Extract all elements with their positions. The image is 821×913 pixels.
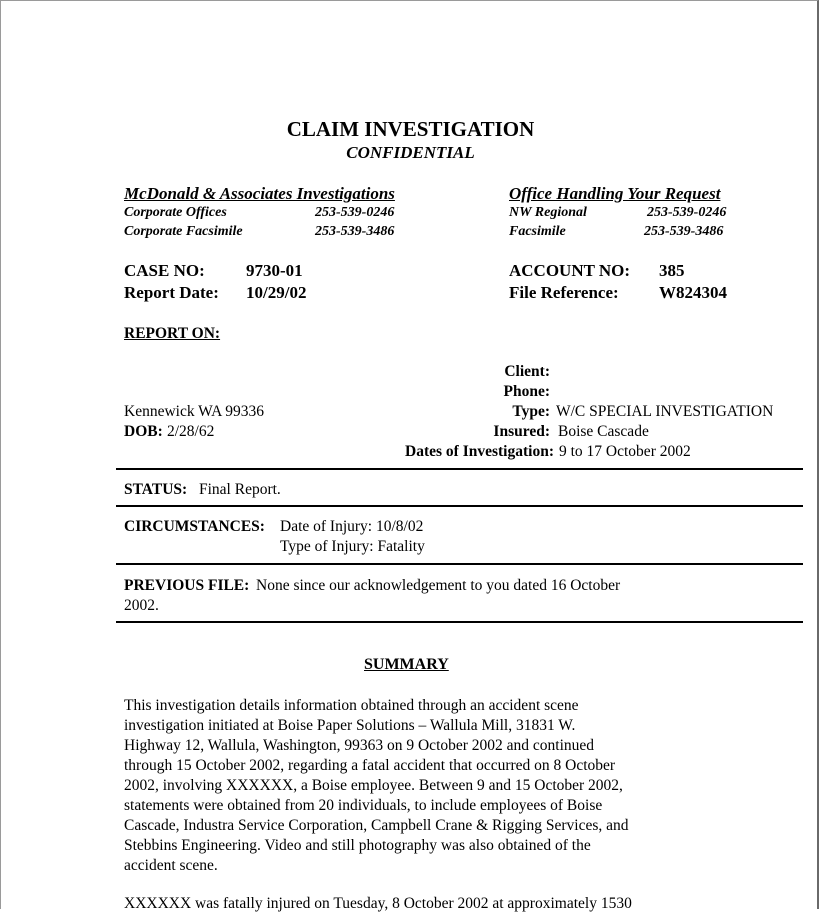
summary-line: Highway 12, Wallula, Washington, 99363 on 9 October 2002 and continued [124, 737, 595, 754]
dates-of-investigation-value: 9 to 17 October 2002 [559, 443, 691, 460]
section-divider [116, 563, 803, 565]
office-line-label: NW Regional [509, 205, 587, 220]
firm-line-label: Corporate Offices [124, 205, 227, 220]
dob-label: DOB: [124, 423, 163, 440]
case-no-label: CASE NO: [124, 261, 205, 280]
subject-location: Kennewick WA 99336 [124, 403, 265, 420]
summary-line: This investigation details information obtained through an accident scene [124, 697, 579, 714]
previous-file-label: PREVIOUS FILE: [124, 577, 250, 594]
summary-line: accident scene. [124, 857, 218, 874]
summary-paragraph-2: XXXXXX was fatally injured on Tuesday, 8 October 2002 at approximately 1530 [124, 895, 632, 912]
type-value: W/C SPECIAL INVESTIGATION [556, 403, 774, 420]
firm-name: McDonald & Associates Investigations [124, 184, 395, 203]
office-line-label: Facsimile [509, 224, 566, 239]
summary-line: Stebbins Engineering. Video and still photography was also obtained of the [124, 837, 591, 854]
file-reference-label: File Reference: [509, 283, 619, 302]
firm-line-value: 253-539-0246 [315, 205, 395, 220]
office-name: Office Handling Your Request [509, 184, 721, 203]
phone-label: Phone: [503, 383, 550, 400]
status-value: Final Report. [199, 481, 281, 498]
dates-of-investigation-label: Dates of Investigation: [405, 443, 554, 460]
firm-line-value: 253-539-3486 [315, 224, 395, 239]
report-date-value: 10/29/02 [246, 283, 307, 302]
section-divider [116, 505, 803, 507]
firm-line-label: Corporate Facsimile [124, 224, 243, 239]
section-divider [116, 468, 803, 470]
case-no-value: 9730-01 [246, 261, 303, 280]
summary-heading: SUMMARY [364, 656, 449, 673]
summary-line: statements were obtained from 20 individuals, to include employees of Boise [124, 797, 603, 814]
summary-line: through 15 October 2002, regarding a fatal accident that occurred on 8 October [124, 757, 616, 774]
account-no-value: 385 [659, 261, 685, 280]
file-reference-value: W824304 [659, 283, 727, 302]
summary-line: 2002, involving XXXXXX, a Boise employee. Between 9 and 15 October 2002, [124, 777, 623, 794]
report-on-label: REPORT ON: [124, 325, 221, 342]
document-title: CLAIM INVESTIGATION [286, 117, 535, 141]
client-label: Client: [504, 363, 550, 380]
status-label: STATUS: [124, 481, 188, 498]
dob-value: 2/28/62 [167, 423, 215, 440]
circumstances-label: CIRCUMSTANCES: [124, 518, 265, 535]
previous-file-text: None since our acknowledgement to you dated 16 October [256, 577, 621, 594]
section-divider [116, 621, 803, 623]
type-label: Type: [512, 403, 550, 420]
insured-label: Insured: [493, 423, 550, 440]
insured-value: Boise Cascade [558, 423, 649, 440]
account-no-label: ACCOUNT NO: [509, 261, 631, 280]
previous-file-text-cont: 2002. [124, 597, 159, 614]
document-subtitle: CONFIDENTIAL [346, 143, 475, 162]
summary-line: Cascade, Industra Service Corporation, Campbell Crane & Rigging Services, and [124, 817, 629, 834]
report-date-label: Report Date: [124, 283, 219, 302]
summary-line: investigation initiated at Boise Paper Solutions – Wallula Mill, 31831 W. [124, 717, 576, 734]
date-of-injury: Date of Injury: 10/8/02 [280, 518, 424, 535]
office-line-value: 253-539-0246 [647, 205, 727, 220]
office-line-value: 253-539-3486 [644, 224, 724, 239]
type-of-injury: Type of Injury: Fatality [280, 538, 425, 555]
